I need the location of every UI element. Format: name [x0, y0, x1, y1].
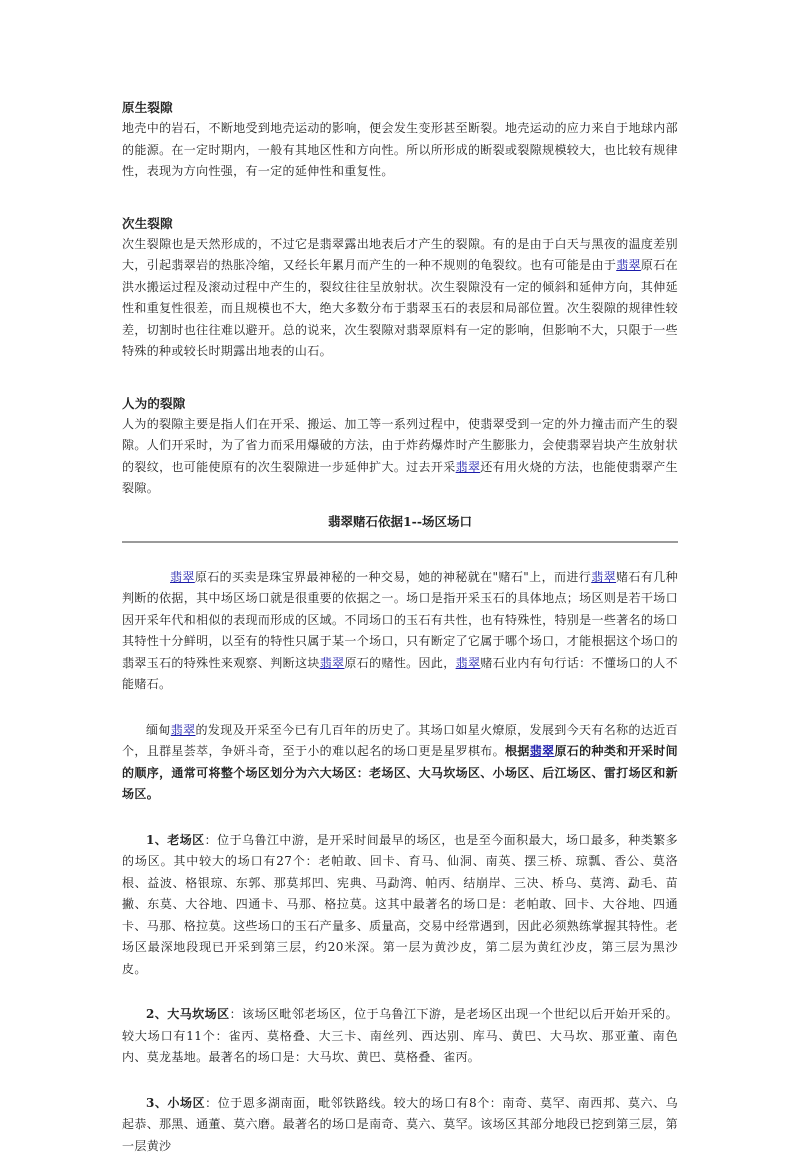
jade-link[interactable]: 翡翠	[591, 570, 616, 584]
jade-link[interactable]: 翡翠	[320, 656, 345, 670]
article-paragraph-damakan-area: 2、大马坎场区：该场区毗邻老场区，位于乌鲁江下游，是老场区出现一个世纪以后开始开采的。较大场口有11个：雀丙、莫格叠、大三卡、南丝列、西达别、库马、黄巴、大马坎、那亚董、南色内、莫龙基地。最著名的场口是：大马坎、黄巴、莫格叠、雀丙。	[122, 1004, 678, 1069]
article-paragraph-old-area: 1、老场区：位于乌鲁江中游，是开采时间最早的场区，也是至今面积最大，场口最多，种类繁多的场区。其中较大的场口有27个：老帕敢、回卡、育马、仙洞、南英、摆三桥、琼瓢、香公、莫洛根、益波、格银琼、东郭、那莫邦凹、宪典、马勐湾、帕丙、结崩岸、三决、桥乌、莫湾、勐毛、苗撇、东莫、大谷地、四通卡、马那、格拉莫。这其中最著名的场口是：老帕敢、回卡、大谷地、四通卡、马那、格拉莫。这些场口的玉石产量多、质量高，交易中经常遇到，因此必须熟练掌握其特性。老场区最深地段现已开采到第三层，约20米深。第一层为黄沙皮，第二层为黄红沙皮，第三层为黑沙皮。	[122, 830, 678, 981]
jade-link[interactable]: 翡翠	[616, 258, 641, 272]
article-paragraph-small-area: 3、小场区：位于恩多湖南面，毗邻铁路线。较大的场口有8个：南奇、莫罕、南西邦、莫六、乌起恭、那黑、通董、莫六磨。最著名的场口是南奇、莫六、莫罕。该场区其部分地段已挖到第三层，第一层黄沙	[122, 1093, 678, 1157]
jade-link[interactable]: 翡翠	[530, 744, 555, 758]
article-paragraph-intro: 翡翠原石的买卖是珠宝界最神秘的一种交易，她的神秘就在"赌石"上，而进行翡翠赌石有几种判断的依据，其中场区场口就是很重要的依据之一。场口是指开采玉石的具体地点；场区则是若干场口因开采年代和相似的表现而形成的区域。不同场口的玉石有共性，也有特殊性，特别是一些著名的场口其特性十分鲜明，以至有的特性只属于某一个场口，只有断定了它属于哪个场口，才能根据这个场口的翡翠玉石的特殊性来观察、判断这块翡翠原石的赌性。因此，翡翠赌石业内有句行话：不懂场口的人不能赌石。	[122, 567, 678, 696]
jade-link[interactable]: 翡翠	[456, 460, 481, 474]
document-content	[122, 98, 678, 1157]
section-body-secondary: 次生裂隙也是天然形成的，不过它是翡翠露出地表后才产生的裂隙。有的是由于白天与黑夜的温度差别大，引起翡翠岩的热胀冷缩，又经长年累月而产生的一种不规则的龟裂纹。也有可能是由于翡翠原石在洪水搬运过程及滚动过程中产生的，裂纹往往呈放射状。次生裂隙没有一定的倾斜和延伸方向，其伸延性和重复性很差，而且规模也不大，绝大多数分布于翡翠玉石的表层和局部位置。次生裂隙的规律性较差，切割时也往往难以避开。总的说来，次生裂隙对翡翠原料有一定的影响，但影响不大，只限于一些特殊的种或较长时期露出地表的山石。	[122, 234, 678, 363]
section-title-secondary: 次生裂隙	[122, 214, 678, 234]
article-title: 翡翠赌石依据1--场区场口	[122, 512, 678, 532]
jade-link[interactable]: 翡翠	[171, 723, 196, 737]
jade-link[interactable]: 翡翠	[456, 656, 481, 670]
jade-link[interactable]: 翡翠	[170, 570, 195, 584]
article-paragraph-history: 缅甸翡翠的发现及开采至今已有几百年的历史了。其场口如星火燎原，发展到今天有名称的达近百个，且群星荟萃，争妍斗奇，至于小的难以起名的场口更是星罗棋布。根据翡翠原石的种类和开采时间的顺序，通常可将整个场区划分为六大场区：老场区、大马坎场区、小场区、后江场区、雷打场区和新场区。	[122, 720, 678, 806]
section-body-primary: 地壳中的岩石，不断地受到地壳运动的影响，便会发生变形甚至断裂。地壳运动的应力来自于地球内部的能源。在一定时期内，一般有其地区性和方向性。所以所形成的断裂或裂隙规模较大，也比较有规律性，表现为方向性强，有一定的延伸性和重复性。	[122, 118, 678, 183]
section-body-artificial: 人为的裂隙主要是指人们在开采、搬运、加工等一系列过程中，使翡翠受到一定的外力撞击而产生的裂隙。人们开采时，为了省力而采用爆破的方法，由于炸药爆炸时产生膨胀力，会使翡翠岩块产生放射状的裂纹，也可能使原有的次生裂隙进一步延伸扩大。过去开采翡翠还有用火烧的方法，也能使翡翠产生裂隙。	[122, 414, 678, 500]
section-title-artificial: 人为的裂隙	[122, 394, 678, 414]
section-title-primary: 原生裂隙	[122, 98, 678, 118]
